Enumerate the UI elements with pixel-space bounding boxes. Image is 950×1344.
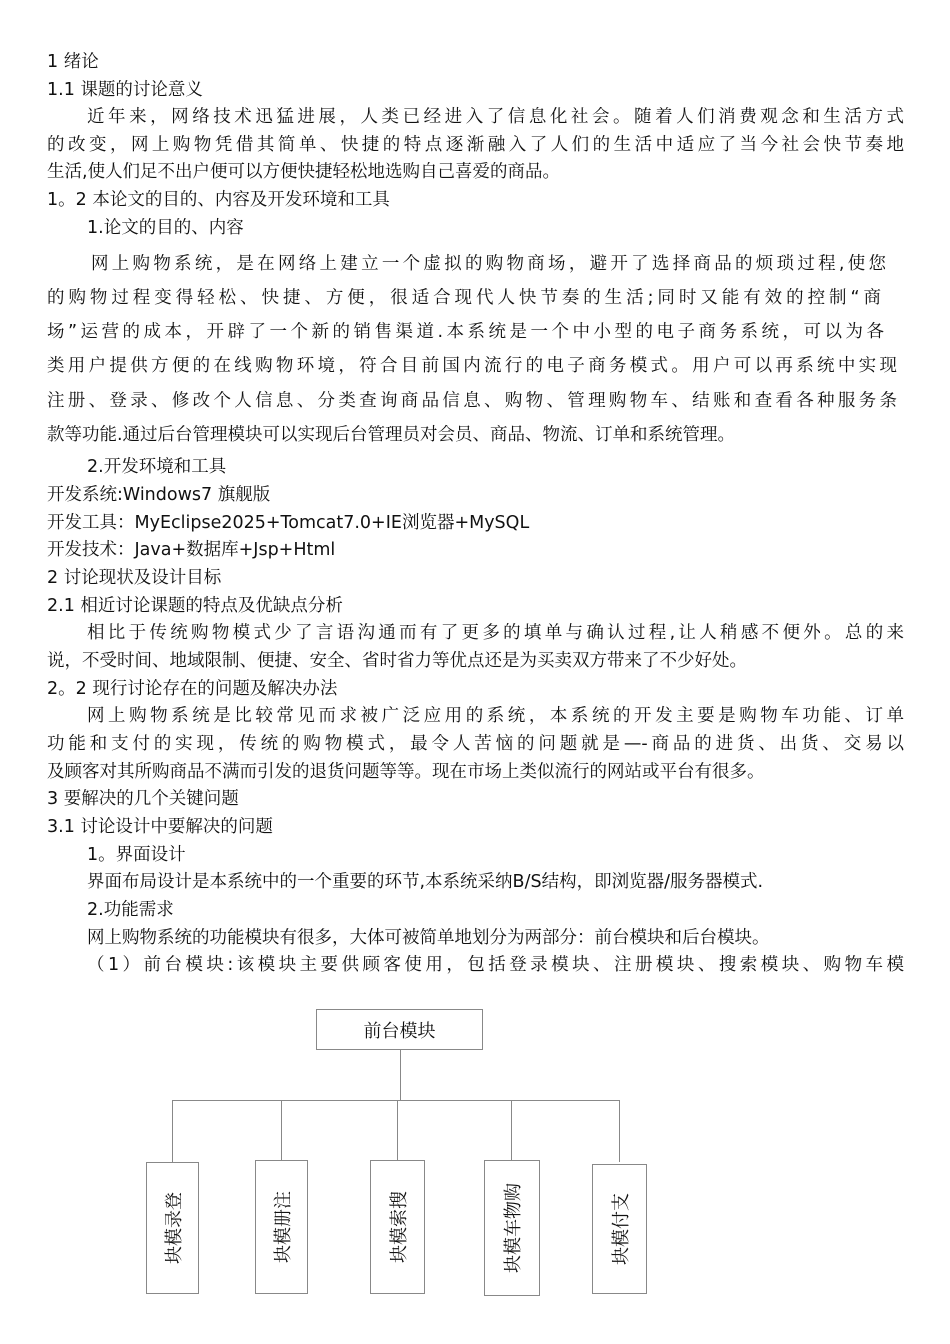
paragraph-line: 的购物过程变得轻松、快捷、方便，很适合现代人快节奏的生活;同时又能有效的控制“商 — [47, 288, 881, 308]
paragraph-line: 场”运营的成本，开辟了一个新的销售渠道.本系统是一个中小型的电子商务系统，可以为各 — [47, 322, 884, 342]
heading-2-2: 2。2 现行讨论存在的问题及解决办法 — [47, 679, 338, 699]
diagram-child-box — [484, 1160, 540, 1296]
subheading: 1.论文的目的、内容 — [87, 218, 244, 238]
paragraph-line: 网上购物系统的功能模块有很多，大体可被简单地划分为两部分：前台模块和后台模块。 — [87, 928, 770, 948]
paragraph-line: 界面布局设计是本系统中的一个重要的环节,本系统采纳B/S结构，即浏览器/服务器模式. — [87, 872, 764, 892]
diagram-connector — [172, 1100, 620, 1101]
heading-1-1: 1.1 课题的讨论意义 — [47, 80, 203, 100]
env-tech: 开发技术：Java+数据库+Jsp+Html — [47, 540, 336, 560]
paragraph-line: 注册、登录、修改个人信息、分类查询商品信息、购物、管理购物车、结账和查看各种服务条 — [47, 391, 897, 411]
heading-2: 2 讨论现状及设计目标 — [47, 568, 222, 588]
paragraph-line: 网上购物系统，是在网络上建立一个虚拟的购物商场，避开了选择商品的烦琐过程,使您 — [91, 254, 886, 274]
diagram-connector — [172, 1100, 173, 1162]
diagram-child-label: 块模索搜 — [388, 1191, 410, 1263]
subheading: 2.功能需求 — [87, 900, 174, 920]
diagram-connector — [281, 1100, 282, 1162]
paragraph-line: 类用户提供方便的在线购物环境，符合目前国内流行的电子商务模式。用户可以再系统中实现 — [47, 356, 897, 376]
paragraph-line: 及顾客对其所购商品不满而引发的退货问题等等。现在市场上类似流行的网站或平台有很多。 — [47, 762, 765, 782]
paragraph-line: 说，不受时间、地域限制、便捷、安全、省时省力等优点还是为买卖双方带来了不少好处。 — [47, 651, 747, 671]
paragraph-line: （1）前台模块:该模块主要供顾客使用，包括登录模块、注册模块、搜索模块、购物车模 — [87, 955, 904, 975]
heading-1-2: 1。2 本论文的目的、内容及开发环境和工具 — [47, 190, 390, 210]
diagram-child-label: 块模车物购 — [503, 1183, 524, 1273]
diagram-connector — [619, 1100, 620, 1162]
paragraph-line: 款等功能.通过后台管理模块可以实现后台管理员对会员、商品、物流、订单和系统管理。 — [47, 425, 736, 445]
paragraph-line: 近年来，网络技术迅猛进展，人类已经进入了信息化社会。随着人们消费观念和生活方式 — [87, 107, 904, 127]
heading-3: 3 要解决的几个关键问题 — [47, 789, 239, 809]
diagram-child-box — [146, 1162, 199, 1294]
diagram-root-label: 前台模块 — [363, 1020, 436, 1042]
paragraph-line: 网上购物系统是比较常见而求被广泛应用的系统，本系统的开发主要是购物车功能、订单 — [87, 706, 904, 726]
paragraph-line: 功能和支付的实现，传统的购物模式，最令人苦恼的问题就是—-商品的进货、出货、交易以 — [47, 734, 904, 754]
diagram-connector — [397, 1100, 398, 1162]
diagram-child-box — [370, 1160, 425, 1294]
subheading: 2.开发环境和工具 — [87, 457, 227, 477]
heading-1: 1 绪论 — [47, 52, 99, 72]
diagram-connector — [511, 1100, 512, 1162]
env-system: 开发系统:Windows7 旗舰版 — [47, 485, 271, 505]
diagram-connector — [400, 1050, 401, 1100]
env-tools: 开发工具：MyEclipse2025+Tomcat7.0+IE浏览器+MySQL — [47, 513, 530, 533]
diagram-child-label: 块模册注 — [272, 1191, 294, 1263]
paragraph-line: 生活,使人们足不出户便可以方便快捷轻松地选购自己喜爱的商品。 — [47, 162, 561, 182]
subheading: 1。界面设计 — [87, 845, 186, 865]
paragraph-line: 的改变，网上购物凭借其简单、快捷的特点逐渐融入了人们的生活中适应了当今社会快节奏地 — [47, 135, 904, 155]
diagram-child-box — [255, 1160, 308, 1294]
heading-2-1: 2.1 相近讨论课题的特点及优缺点分析 — [47, 596, 343, 616]
diagram-child-label: 块模付支 — [610, 1193, 632, 1265]
paragraph-line: 相比于传统购物模式少了言语沟通而有了更多的填单与确认过程,让人稍感不便外。总的来 — [87, 623, 904, 643]
diagram-child-box — [592, 1164, 647, 1294]
diagram-child-label: 块模录登 — [163, 1192, 185, 1264]
diagram-root-box — [316, 1009, 483, 1050]
heading-3-1: 3.1 讨论设计中要解决的问题 — [47, 817, 273, 837]
